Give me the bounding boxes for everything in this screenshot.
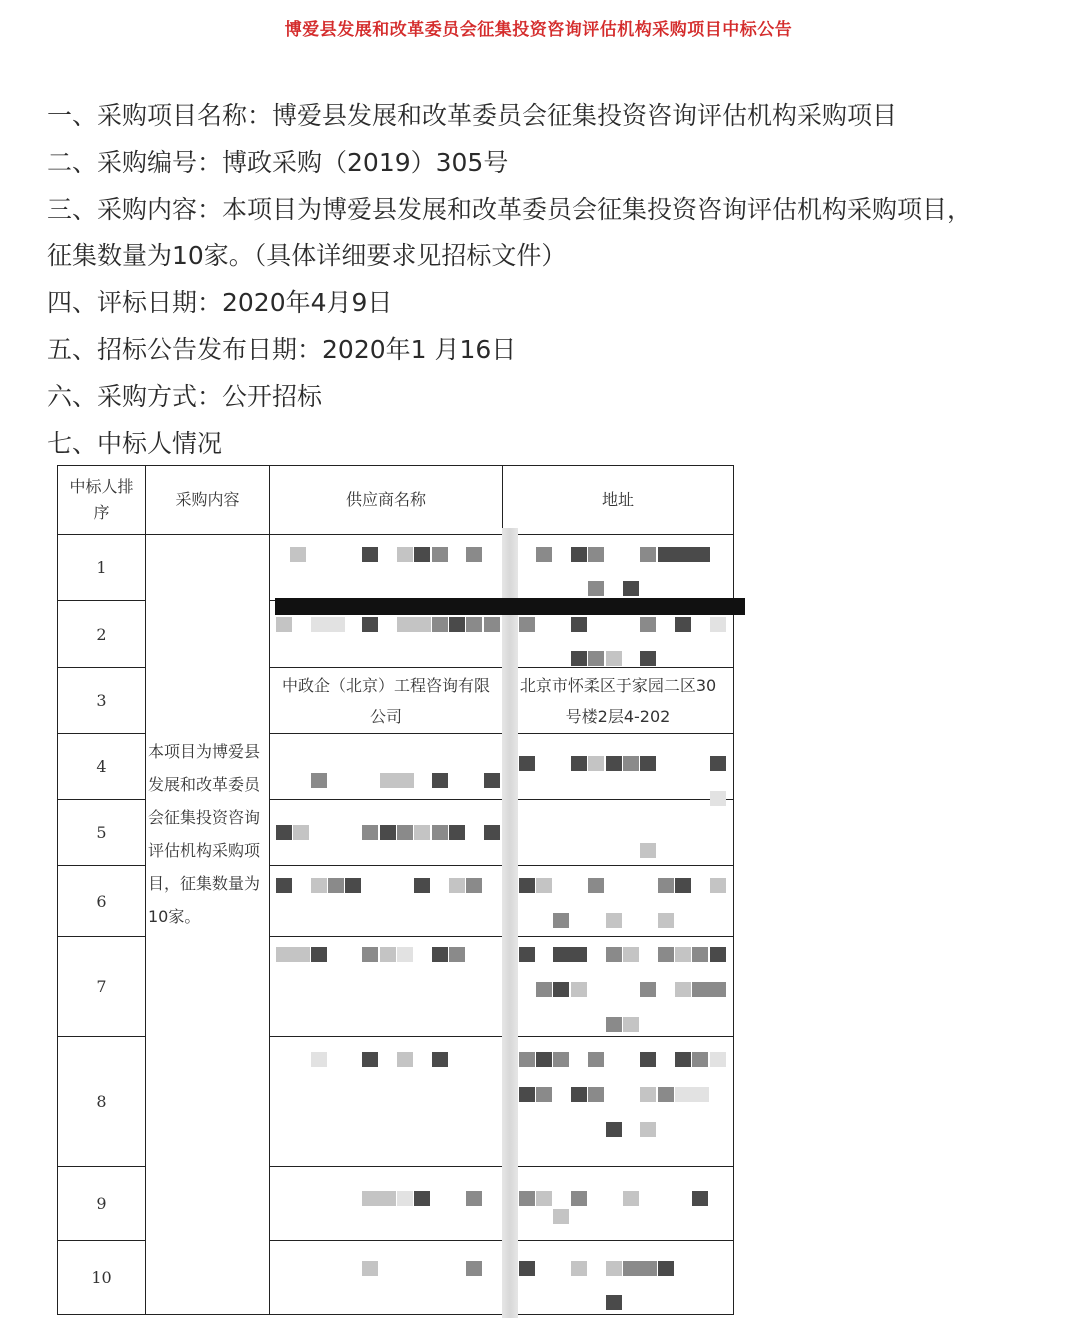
line-procurement-quantity: 征集数量为10家。（具体详细要求见招标文件）	[47, 241, 567, 270]
line-evaluation-date: 四、评标日期：2020年4月9日	[47, 288, 393, 317]
address-cell-redacted	[503, 1167, 734, 1241]
redaction-black-bar	[275, 598, 745, 615]
rank-cell: 4	[58, 734, 146, 800]
address-line2: 号楼2层4-202	[565, 706, 671, 726]
line-winning-bidders-heading: 七、中标人情况	[47, 429, 223, 458]
address-cell	[503, 668, 734, 734]
table-header-row	[58, 466, 734, 535]
content-line: 本项目为博爱县	[148, 742, 261, 761]
header-address: 地址	[503, 466, 734, 535]
address-cell-redacted	[503, 937, 734, 1037]
table-row	[58, 535, 734, 601]
supplier-cell-redacted	[270, 535, 503, 601]
rank-cell: 10	[58, 1241, 146, 1315]
content-line: 评估机构采购项	[148, 841, 261, 860]
supplier-cell-redacted	[270, 1241, 503, 1315]
content-line: 发展和改革委员	[148, 775, 261, 794]
rank-cell: 2	[58, 601, 146, 668]
supplier-cell-redacted	[270, 1167, 503, 1241]
supplier-name-line2: 公司	[369, 706, 402, 726]
supplier-cell-redacted	[270, 800, 503, 866]
address-cell-redacted	[503, 734, 734, 800]
supplier-cell-redacted	[270, 866, 503, 937]
line-project-name: 一、采购项目名称：博爱县发展和改革委员会征集投资咨询评估机构采购项目	[47, 101, 898, 130]
rank-cell: 7	[58, 937, 146, 1037]
supplier-cell-redacted	[270, 1037, 503, 1167]
address-cell-redacted	[503, 800, 734, 866]
rank-cell: 3	[58, 668, 146, 734]
supplier-cell	[270, 668, 503, 734]
rank-cell: 5	[58, 800, 146, 866]
header-content: 采购内容	[146, 466, 270, 535]
header-rank-line1: 中标人排	[69, 477, 134, 496]
rank-cell: 8	[58, 1037, 146, 1167]
header-supplier: 供应商名称	[270, 466, 503, 535]
address-cell-redacted	[503, 535, 734, 601]
content-line: 会征集投资咨询	[148, 808, 261, 827]
line-procurement-number: 二、采购编号：博政采购（2019）305号	[47, 148, 509, 177]
address-cell-redacted	[503, 1241, 734, 1315]
rank-cell: 9	[58, 1167, 146, 1241]
line-procurement-method: 六、采购方式：公开招标	[47, 382, 323, 411]
redaction-blur-band	[502, 528, 518, 1318]
procurement-content-cell	[146, 535, 270, 1315]
rank-cell: 6	[58, 866, 146, 937]
supplier-name-line1: 中政企（北京）工程咨询有限	[281, 675, 490, 695]
address-cell-redacted	[503, 866, 734, 937]
header-rank-line2: 序	[93, 503, 110, 522]
supplier-cell-redacted	[270, 937, 503, 1037]
rank-cell: 1	[58, 535, 146, 601]
address-line1: 北京市怀柔区于家园二区30	[519, 675, 717, 695]
winning-bidders-table	[57, 465, 734, 1315]
header-rank	[58, 466, 146, 535]
document-title: 博爱县发展和改革委员会征集投资咨询评估机构采购项目中标公告	[284, 20, 793, 40]
content-line: 10家。	[148, 907, 201, 926]
content-line: 目，征集数量为	[148, 874, 261, 893]
supplier-cell-redacted	[270, 734, 503, 800]
line-procurement-content: 三、采购内容：本项目为博爱县发展和改革委员会征集投资咨询评估机构采购项目，	[47, 195, 973, 224]
line-announcement-date: 五、招标公告发布日期：2020年1 月16日	[47, 335, 517, 364]
address-cell-redacted	[503, 1037, 734, 1167]
